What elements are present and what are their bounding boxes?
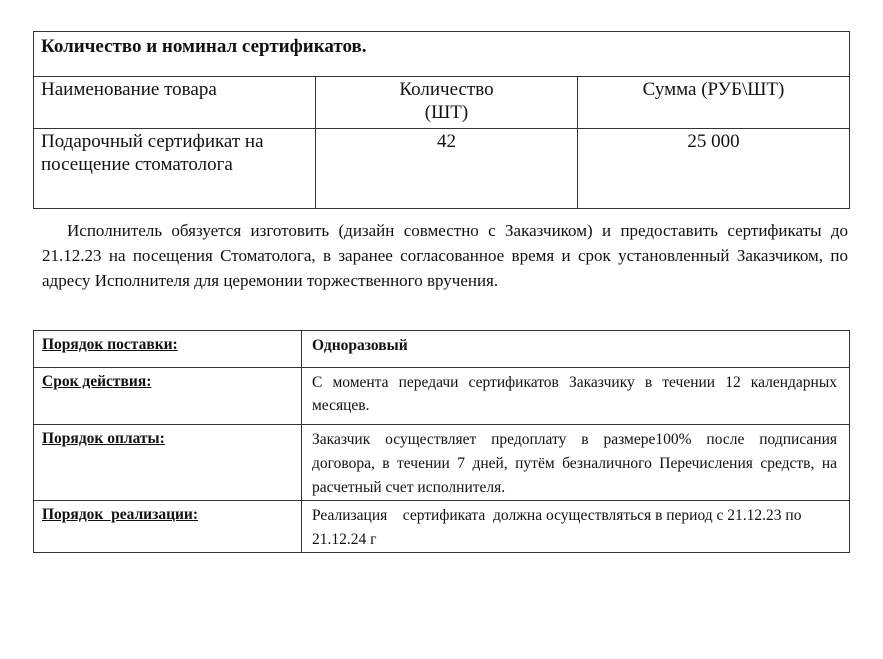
term-label-validity: Срок действия:: [34, 368, 302, 425]
terms-table: [33, 330, 850, 553]
term-label-delivery: Порядок поставки:: [34, 331, 302, 368]
cell-product-name-text: Подарочный сертификат на посещение стоматолога: [41, 131, 264, 175]
term-label-realization: Порядок реализации:: [34, 501, 302, 553]
header-quantity: [316, 77, 578, 129]
cell-sum: 25 000: [578, 129, 850, 209]
header-sum: Сумма (РУБ\ШТ): [578, 77, 850, 129]
table-row: [34, 368, 850, 425]
obligations-paragraph: Исполнитель обязуется изготовить (дизайн совместно с Заказчиком) и предоставить сертификаты до 21.12.23 на посещения Стоматолога, в заранее согласованное время и срок установленный Заказчиком, по адресу Исполнителя для церемонии торжественного вручения.: [42, 221, 848, 290]
table-row: [34, 425, 850, 501]
cell-quantity: 42: [316, 129, 578, 209]
header-quantity-text: Количество (ШТ): [399, 79, 494, 123]
term-value-delivery: Одноразовый: [302, 331, 850, 368]
table-title: Количество и номинал сертификатов.: [34, 32, 850, 77]
term-value-realization: Реализация сертификата должна осуществляться в период с 21.12.23 по 21.12.24 г: [302, 501, 850, 553]
table-row: [34, 331, 850, 368]
term-value-validity: С момента передачи сертификатов Заказчику в течении 12 календарных месяцев.: [302, 368, 850, 425]
cell-product-name: [34, 129, 316, 209]
table-header-row: [34, 77, 850, 129]
certificate-quantity-table: [33, 31, 850, 209]
header-product-name: Наименование товара: [34, 77, 316, 129]
term-label-payment: Порядок оплаты:: [34, 425, 302, 501]
term-value-payment: Заказчик осуществляет предоплату в размере100% после подписания договора, в течении 7 дней, путём безналичного Перечисления средств, на расчетный счет исполнителя.: [302, 425, 850, 501]
table-row: [34, 501, 850, 553]
table-row: [34, 129, 850, 209]
